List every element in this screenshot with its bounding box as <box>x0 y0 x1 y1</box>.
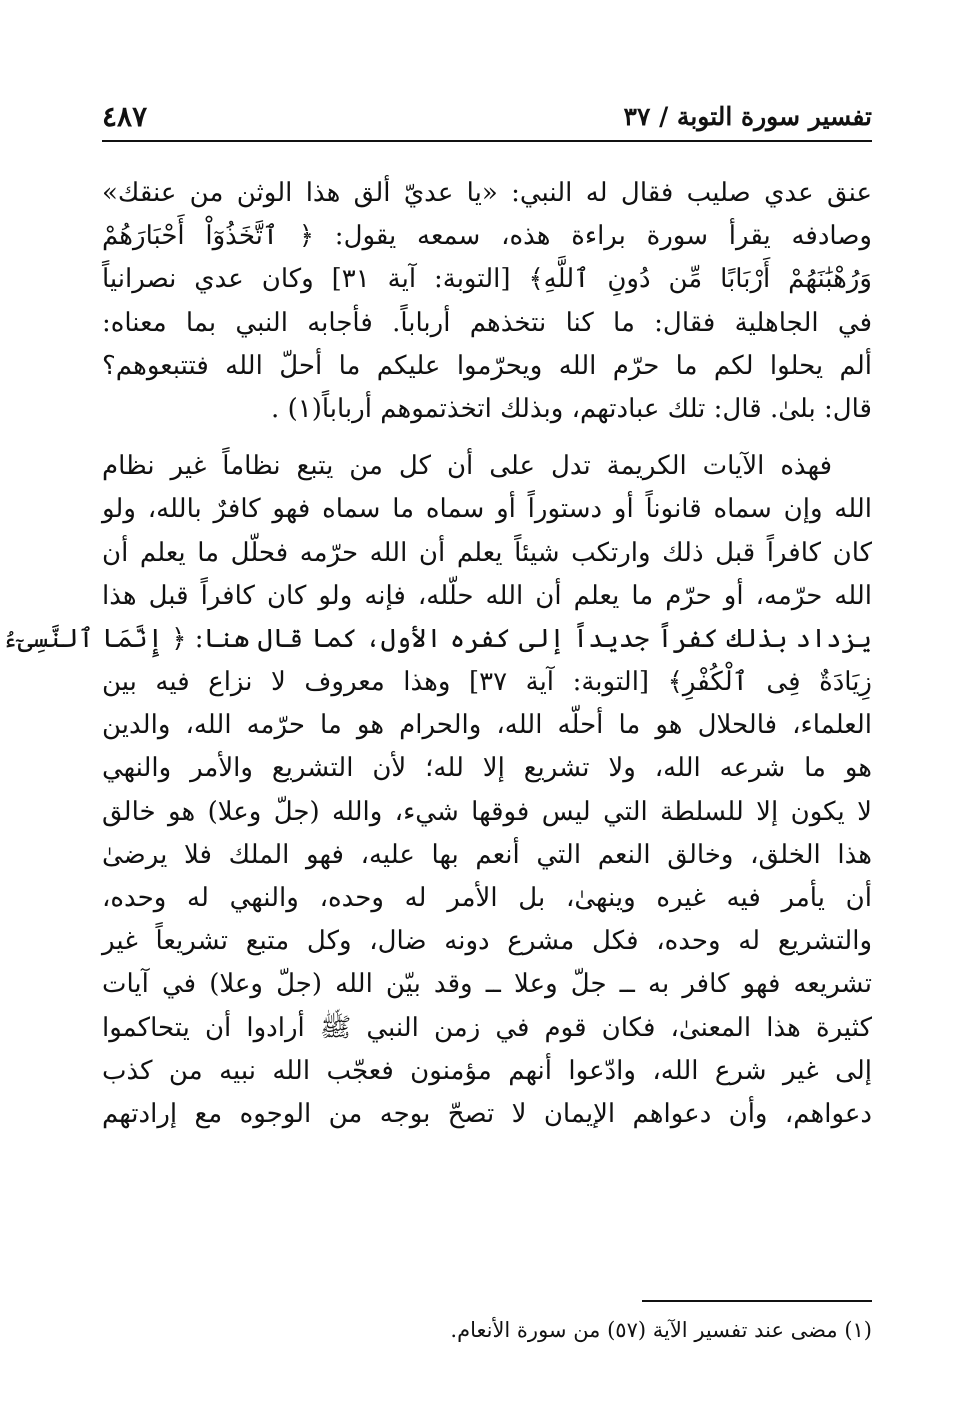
paragraph-gap <box>102 431 872 445</box>
footnote: (١) مضى عند تفسير الآية (٥٧) من سورة الأنعام. <box>450 1318 872 1342</box>
text-line: فهذه الآيات الكريمة تدل على أن كل من يتبع نظاماً غير نظام <box>102 451 832 482</box>
text-line: عنق عدي صليب فقال له النبي: «يا عديّ ألق هذا الوثن من عنقك» <box>102 178 872 208</box>
page-header <box>102 90 872 142</box>
book-page <box>2 0 873 1412</box>
running-title: تفسير سورة التوبة / ٣٧ <box>623 102 872 131</box>
header-rule <box>102 140 872 142</box>
text-line: قال: بلىٰ. قال: تلك عبادتهم، وبذلك اتخذتموهم أرباباً(١) . <box>271 393 872 424</box>
text-line: إلى غير شرع الله، وادّعوا أنهم مؤمنون فعجّب الله نبيه من كذب <box>102 1055 872 1086</box>
text-line: وصادفه يقرأ سورة براءة هذه، سمعه يقول: ﴿ ٱتَّخَذُوٓاْ أَحْبَارَهُمْ <box>102 221 872 252</box>
text-line: في الجاهلية فقال: ما كنا نتخذهم أرباباً. فأجابه النبي بما معناه: <box>102 307 872 338</box>
text-line: أن يأمر فيه غيره وينهىٰ، بل الأمر له وحده، والنهي له وحده، <box>102 883 872 913</box>
text-line: تشريعه فهو كافر به ــ جلّ وعلا ــ وقد بيّن الله (جلّ وعلا) في آيات <box>102 969 872 1000</box>
text-line: هو ما شرعه الله، ولا تشريع إلا لله؛ لأن التشريع والأمر والنهي <box>102 753 872 784</box>
text-line: دعواهم، وأن دعواهم الإيمان لا تصحّ بوجه من الوجوه مع إرادتهم <box>102 1098 872 1129</box>
text-line: والتشريع له وحده، فكل مشرع دونه ضال، وكل متبع تشريعاً غير <box>102 926 872 957</box>
text-line: العلماء، فالحلال هو ما أحلّه الله، والحرام هو ما حرّمه الله، والدين <box>102 710 872 741</box>
text-line: الله وإن سماه قانوناً أو دستوراً أو سماه ما سماه فهو كافرٌ بالله، ولو <box>102 494 873 525</box>
page-number: ٤٨٧ <box>102 100 148 133</box>
text-line: زِيَادَةٌ فِى ٱلْكُفْرِ﴾ [التوبة: آية ٣٧] وهذا معروف لا نزاع فيه بين <box>102 667 872 698</box>
text-line: لا يكون إلا للسلطة التي ليس فوقها شيء، والله (جلّ وعلا) هو خالق <box>102 796 872 827</box>
footnote-rule <box>642 1300 872 1302</box>
text-line: كثيرة هذا المعنىٰ، فكان قوم في زمن النبي ﷺ أرادوا أن يتحاكموا <box>102 1012 872 1043</box>
text-line: ألم يحلوا لكم ما حرّم الله ويحرّموا عليكم ما أحلّ الله فتتبعوهم؟ <box>102 350 872 381</box>
body-text <box>2 172 873 1136</box>
text-line: الله حرّمه، أو حرّم ما يعلم أن الله حلّله، فإنه ولو كان كافراً قبل هذا <box>102 580 872 611</box>
text-line: كان كافراً قبل ذلك وارتكب شيئاً يعلم أن الله حرّمه فحلّل ما يعلم أن <box>102 537 872 568</box>
text-line: وَرُهْبَٰنَهُمْ أَرْبَابًا مِّن دُونِ ٱللَّهِ﴾ [التوبة: آية ٣١] وكان عدي نصرانياً <box>102 264 872 295</box>
text-line: يزداد بذلك كفراً جديداً إلى كفره الأول، كما قال هنا: ﴿ إِنَّمَا ٱلنَّسِىٓءُ <box>2 623 872 654</box>
text-line: هذا الخلق، وخالق النعم التي أنعم بها عليه، فهو الملك فلا يرضىٰ <box>102 839 872 870</box>
